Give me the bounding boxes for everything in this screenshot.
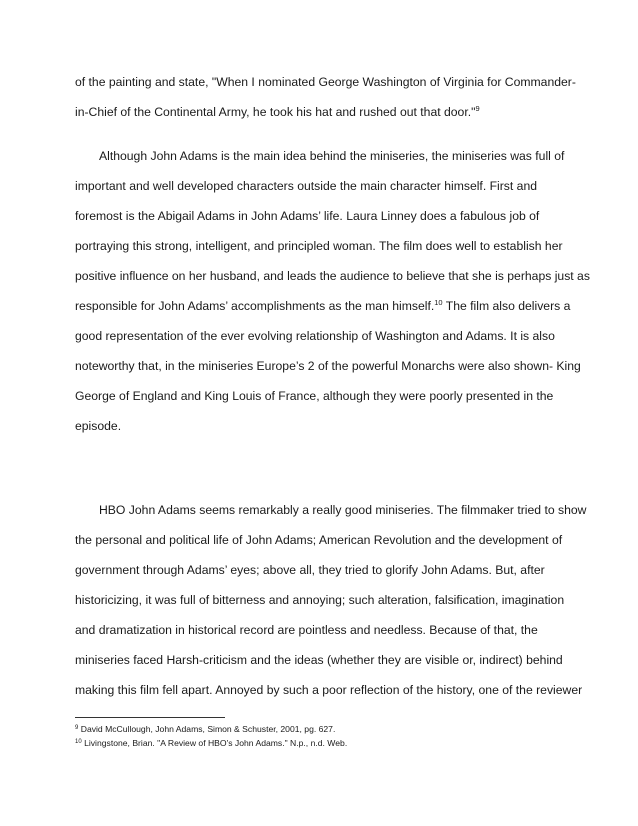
footnote-ref: 9	[475, 104, 480, 113]
body-line: and dramatization in historical record are pointless and needless. Because of that, the	[75, 623, 538, 637]
body-line: miniseries faced Harsh-criticism and the ideas (whether they are visible or, indirect) behind	[75, 653, 563, 667]
footnote-text: Livingstone, Brian. "A Review of HBO's John Adams." N.p., n.d. Web.	[81, 738, 348, 748]
footnote-separator	[75, 717, 225, 718]
body-line	[75, 104, 480, 120]
body-text: responsible for John Adams’ accomplishments as the man himself.	[75, 299, 435, 313]
footnote-text: David McCullough, John Adams, Simon & Schuster, 2001, pg. 627.	[78, 724, 336, 734]
footnote-number: 9	[75, 725, 79, 731]
body-text: The film also delivers a	[442, 299, 571, 313]
body-line: George of England and King Louis of France, although they were poorly presented in the	[75, 389, 554, 403]
footnote	[75, 737, 347, 749]
body-line: historicizing, it was full of bitterness and annoying; such alteration, falsification, imagination	[75, 593, 565, 607]
body-line: good representation of the ever evolving relationship of Washington and Adams. It is also	[75, 329, 555, 343]
footnote-number: 10	[75, 739, 82, 745]
body-line: portraying this strong, intelligent, and principled woman. The film does well to establish her	[75, 239, 563, 253]
body-line: making this film fell apart. Annoyed by such a poor reflection of the history, one of the reviewer	[75, 683, 583, 697]
body-line	[75, 298, 570, 314]
body-line: noteworthy that, in the miniseries Europe’s 2 of the powerful Monarchs were also shown- King	[75, 359, 581, 373]
body-line: HBO John Adams seems remarkably a really good miniseries. The filmmaker tried to show	[99, 503, 587, 517]
body-text: in-Chief of the Continental Army, he took his hat and rushed out that door."	[75, 105, 476, 119]
body-line: episode.	[75, 419, 122, 433]
body-line: positive influence on her husband, and leads the audience to believe that she is perhaps just as	[75, 269, 590, 283]
footnote-ref: 10	[434, 298, 443, 307]
body-line: of the painting and state, "When I nominated George Washington of Virginia for Commander-	[75, 75, 576, 89]
body-line: Although John Adams is the main idea behind the miniseries, the miniseries was full of	[99, 149, 565, 163]
body-line: foremost is the Abigail Adams in John Adams’ life. Laura Linney does a fabulous job of	[75, 209, 540, 223]
body-line: the personal and political life of John Adams; American Revolution and the development of	[75, 533, 563, 547]
body-line: government through Adams’ eyes; above all, they tried to glorify John Adams. But, after	[75, 563, 545, 577]
footnote	[75, 723, 335, 735]
body-line: important and well developed characters outside the main character himself. First and	[75, 179, 538, 193]
